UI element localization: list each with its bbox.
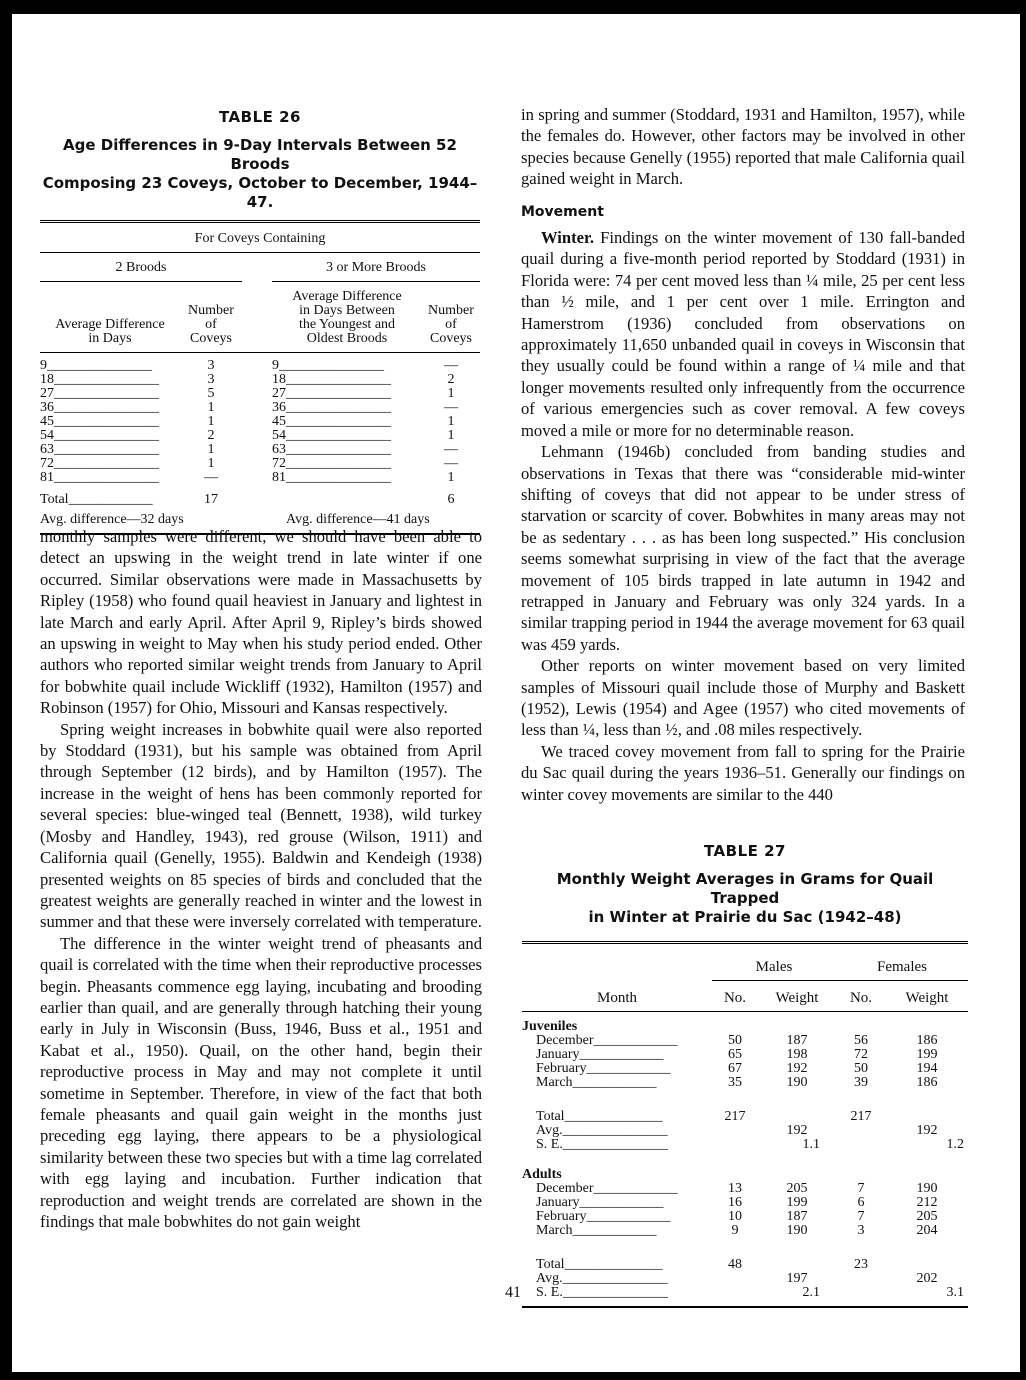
cell-value: February: [536, 1209, 587, 1224]
page-number: 41: [505, 1284, 521, 1301]
table-26-caption: [40, 136, 480, 212]
table-row: [40, 457, 480, 471]
table-26-total-left: 17: [204, 492, 218, 507]
col-header-text: of: [445, 317, 457, 332]
label-text: Avg.: [536, 1123, 563, 1138]
ad-se-females: 3.1: [886, 1286, 968, 1307]
male-weight-cell: 198: [786, 1047, 808, 1062]
label-text: Avg.: [536, 1271, 563, 1286]
ad-avg-females: 202: [916, 1271, 938, 1286]
table-cell: 1: [447, 386, 455, 401]
juv-total-females: 217: [850, 1109, 872, 1124]
female-no-cell: 6: [857, 1195, 865, 1210]
cell-value: 18: [272, 372, 286, 387]
juv-avg-males: 192: [786, 1123, 808, 1138]
month-cell: December____________: [536, 1033, 678, 1048]
table-cell: —: [444, 358, 458, 373]
juv-total-label: Total______________: [536, 1109, 663, 1124]
table-27-caption-line1: Monthly Weight Averages in Grams for Quail Trapped: [556, 870, 934, 907]
male-weight-cell: 190: [786, 1075, 808, 1090]
table-27-females-header: Females: [836, 950, 968, 981]
table-27-juveniles-label: Juveniles: [522, 1019, 578, 1034]
table-cell: 81_______________: [272, 470, 391, 485]
table-cell: 1: [447, 428, 455, 443]
table-cell: 1: [207, 414, 215, 429]
cell-value: 45: [272, 414, 286, 429]
label-text: Total: [536, 1257, 565, 1272]
table-27-male-weight-header: Weight: [758, 981, 836, 1012]
paragraph: The difference in the winter weight trend of pheasants and quail is correlated with the time when their reproductive processes begin. Pheasants commence egg laying, incubating and brooding earlier than quail, and are generally through hatching their young early in July in Wisconsin (Buss, 1946, Buss et al., 1951 and Kabat et al., 1950). Quail, on the other hand, begin their reproductive process in May and may not complete it until sometime in September. Therefore, in view of the fact that both female pheasants and quail gain weight in the months just preceding egg laying, there appears to be a physiological similarity between these two species but with a time lag correlated with egg laying and incubation. Further indication that reproduction and weight trends are correlated are shown in the findings that male bobwhites do not gain weight: [40, 933, 482, 1231]
table-row: [522, 1076, 968, 1098]
female-weight-cell: 186: [916, 1075, 938, 1090]
male-no-cell: 10: [728, 1209, 742, 1224]
table-cell: 1: [207, 400, 215, 415]
table-26-caption-line1: Age Differences in 9-Day Intervals Between 52 Broods: [63, 136, 457, 173]
juv-se-females: 1.2: [946, 1137, 964, 1152]
female-no-cell: 56: [854, 1033, 868, 1048]
table-26-avg-right: Avg. difference—41 days: [272, 507, 480, 534]
paragraph-text: Findings on the winter movement of 130 fall-banded quail during a five-month period reported by Stoddard (1931) in Florida were: 74 per cent moved less than ¼ mile, 25 per cent less than ½ mile, and 1 per cent over 1 mile. Errington and Hamerstrom (1936) concluded from observations on approximately 11,650 unbanded quail in coveys in Wisconsin that they usually could be found within a range of ¼ mile and that longer movements resulted only infrequently from the occurrence of various emergencies such as cover removal. A few coveys moved a mile or more for no determinable reason.: [521, 228, 965, 440]
male-weight-cell: 187: [786, 1033, 808, 1048]
table-27-month-header: Month: [522, 981, 712, 1012]
scan-border-top: [0, 0, 1026, 14]
table-cell: 45_______________: [272, 414, 391, 429]
table-27-top-rule: [522, 941, 968, 944]
table-27-adults-label: Adults: [522, 1167, 562, 1182]
female-no-cell: 50: [854, 1061, 868, 1076]
table-row: [40, 373, 480, 387]
female-no-cell: 7: [857, 1209, 865, 1224]
table-27-female-weight-header: Weight: [886, 981, 968, 1012]
total-label-text: Total: [40, 492, 69, 507]
table-26-total-label: Total____________: [40, 492, 153, 507]
table-row: [522, 1062, 968, 1076]
table-26-top-rule: [40, 220, 480, 223]
table-row: [522, 1182, 968, 1196]
table-cell: 3: [207, 372, 215, 387]
ad-se-label: S. E._______________: [522, 1286, 712, 1307]
label-text: S. E.: [536, 1285, 563, 1300]
table-cell: 36_______________: [272, 400, 391, 415]
table-27-males-header: Males: [712, 950, 836, 981]
juv-total-males: 217: [724, 1109, 746, 1124]
cell-value: December: [536, 1181, 594, 1196]
table-cell: 2: [207, 428, 215, 443]
table-cell: 36_______________: [40, 400, 159, 415]
col-header-text: Average Difference: [292, 289, 402, 304]
table-27-caption-line2: in Winter at Prairie du Sac (1942–48): [588, 908, 902, 926]
paragraph: Other reports on winter movement based on very limited samples of Missouri quail include those of Murphy and Baskett (1952), Lewis (1954) and Agee (1957) who cited movements of less than ¼, less than ½, and .08 miles respectively.: [521, 656, 965, 740]
table-26-caption-line2: Composing 23 Coveys, October to December, 1944–47.: [42, 174, 478, 211]
male-no-cell: 16: [728, 1195, 742, 1210]
table-row: [522, 1048, 968, 1062]
cell-value: 72: [272, 456, 286, 471]
male-weight-cell: 205: [786, 1181, 808, 1196]
cell-value: 81: [272, 470, 286, 485]
table-cell: 54_______________: [40, 428, 159, 443]
male-weight-cell: 187: [786, 1209, 808, 1224]
cell-value: 36: [272, 400, 286, 415]
table-cell: 5: [207, 386, 215, 401]
male-no-cell: 13: [728, 1181, 742, 1196]
right-column-text: [521, 104, 965, 805]
table-cell: 1: [447, 414, 455, 429]
month-cell: March____________: [536, 1223, 657, 1238]
table-cell: 2: [447, 372, 455, 387]
table-row: [40, 471, 480, 485]
female-no-cell: 72: [854, 1047, 868, 1062]
scan-border-left: [0, 0, 12, 1380]
juv-se-label: S. E._______________: [536, 1137, 668, 1152]
cell-value: February: [536, 1061, 587, 1076]
cell-value: 36: [40, 400, 54, 415]
cell-value: 63: [272, 442, 286, 457]
table-cell: —: [444, 456, 458, 471]
table-cell: 9_______________: [40, 358, 152, 373]
scan-border-right: [1020, 0, 1026, 1380]
cell-value: 18: [40, 372, 54, 387]
female-weight-cell: 186: [916, 1033, 938, 1048]
table-row: [522, 1034, 968, 1048]
table-row: [40, 401, 480, 415]
male-weight-cell: 192: [786, 1061, 808, 1076]
month-cell: January____________: [536, 1047, 664, 1062]
table-26: [40, 108, 480, 535]
male-no-cell: 50: [728, 1033, 742, 1048]
table-26-sub-right: 3 or More Broods: [272, 253, 480, 282]
cell-value: 54: [272, 428, 286, 443]
paragraph: [521, 227, 965, 441]
female-weight-cell: 205: [916, 1209, 938, 1224]
table-cell: 45_______________: [40, 414, 159, 429]
table-cell: 1: [207, 442, 215, 457]
scan-border-bottom: [0, 1372, 1026, 1380]
table-row: [40, 429, 480, 443]
cell-value: 27: [272, 386, 286, 401]
left-column-text: [40, 526, 482, 1232]
female-weight-cell: 199: [916, 1047, 938, 1062]
col-header-text: Coveys: [430, 331, 472, 346]
table-26-sub-left: 2 Broods: [40, 253, 242, 282]
table-row: [522, 1196, 968, 1210]
col-header-text: Average Difference: [55, 317, 165, 332]
table-27-male-no-header: No.: [712, 981, 758, 1012]
col-header-text: Number: [188, 303, 234, 318]
ad-total-males: 48: [728, 1257, 742, 1272]
table-cell: —: [444, 442, 458, 457]
table-row: [40, 415, 480, 429]
table-row: [522, 1224, 968, 1246]
table-cell: 27_______________: [272, 386, 391, 401]
male-weight-cell: 190: [786, 1223, 808, 1238]
male-weight-cell: 199: [786, 1195, 808, 1210]
ad-avg-males: 197: [786, 1271, 808, 1286]
subsection-lead: Winter.: [541, 228, 595, 248]
female-no-cell: 3: [857, 1223, 865, 1238]
table-cell: 63_______________: [40, 442, 159, 457]
table-cell: 27_______________: [40, 386, 159, 401]
table-27-female-no-header: No.: [836, 981, 886, 1012]
table-26-total-right: 6: [447, 492, 455, 507]
table-26-grid: [40, 229, 480, 535]
table-cell: 63_______________: [272, 442, 391, 457]
cell-value: 54: [40, 428, 54, 443]
table-26-group-header: For Coveys Containing: [40, 229, 480, 253]
female-weight-cell: 212: [916, 1195, 938, 1210]
section-heading: Movement: [521, 203, 604, 220]
table-cell: 9_______________: [272, 358, 384, 373]
ad-total-label: Total______________: [536, 1257, 663, 1272]
paragraph: in spring and summer (Stoddard, 1931 and Hamilton, 1957), while the females do. However, other factors may be involved in other species because Genelly (1955) reported that male California quail gained weight in March.: [521, 105, 965, 189]
col-header-text: Number: [428, 303, 474, 318]
table-cell: —: [204, 470, 218, 485]
male-no-cell: 35: [728, 1075, 742, 1090]
col-header-text: Coveys: [190, 331, 232, 346]
col-header-text: the Youngest and: [298, 317, 396, 332]
table-cell: 1: [207, 456, 215, 471]
cell-value: March: [536, 1223, 573, 1238]
female-weight-cell: 204: [916, 1223, 938, 1238]
month-cell: March____________: [536, 1075, 657, 1090]
cell-value: 27: [40, 386, 54, 401]
col-header-avg-diff-right: [272, 282, 422, 353]
col-header-number-left: [180, 282, 242, 353]
paragraph: We traced covey movement from fall to spring for the Prairie du Sac quail during the years 1936–51. Generally our findings on winter covey movements are similar to the 440: [521, 741, 965, 804]
cell-value: January: [536, 1047, 580, 1062]
table-27: [522, 842, 968, 1308]
cell-value: December: [536, 1033, 594, 1048]
table-27-grid: [522, 950, 968, 1308]
label-text: Total: [536, 1109, 565, 1124]
paragraph: Spring weight increases in bobwhite quail were also reported by Stoddard (1931), but his sample was obtained from April through September (12 birds), and by Hamilton (1957). The increase in the weight of hens has been commonly reported for several species: blue-winged teal (Bennett, 1938), wild turkey (Mosby and Handley, 1943), red grouse (Wilson, 1911) and California quail (Genelly, 1955). Baldwin and Kendeigh (1938) presented weights on 85 species of birds and concluded that the greatest weights are generally reached in winter and the lowest in summer and that these were inversely correlated with temperature.: [40, 719, 482, 932]
cell-value: 9: [272, 358, 279, 373]
male-no-cell: 67: [728, 1061, 742, 1076]
label-text: S. E.: [536, 1137, 563, 1152]
cell-value: 81: [40, 470, 54, 485]
ad-se-males: 2.1: [758, 1286, 836, 1307]
table-cell: 54_______________: [272, 428, 391, 443]
col-header-text: Oldest Broods: [306, 331, 388, 346]
table-cell: 72_______________: [272, 456, 391, 471]
month-cell: December____________: [536, 1181, 678, 1196]
cell-value: 9: [40, 358, 47, 373]
table-27-caption: [522, 870, 968, 927]
cell-value: 45: [40, 414, 54, 429]
table-cell: 18_______________: [40, 372, 159, 387]
male-no-cell: 65: [728, 1047, 742, 1062]
paragraph: monthly samples were different, we should have been able to detect an upswing in the weight trend in late winter if one occurred. Similar observations were made in Massachusetts by Ripley (1958) who found quail heaviest in January and lightest in late March and early April. After April 9, Ripley’s birds showed an upswing in weight to May when his study period ended. Other authors who reported similar weight trends from January to April for bobwhite quail include Wickliff (1932), Hamilton (1957) and Robinson (1957) for Ohio, Missouri and Kansas respectively.: [40, 527, 482, 718]
table-27-number: TABLE 27: [703, 842, 786, 860]
col-header-avg-diff-left: [40, 282, 180, 353]
male-no-cell: 9: [731, 1223, 739, 1238]
table-cell: 1: [447, 470, 455, 485]
table-row: [40, 387, 480, 401]
female-no-cell: 7: [857, 1181, 865, 1196]
table-row: [522, 1210, 968, 1224]
table-row: [40, 443, 480, 457]
table-cell: —: [444, 400, 458, 415]
table-cell: 81_______________: [40, 470, 159, 485]
female-weight-cell: 194: [916, 1061, 938, 1076]
table-cell: 72_______________: [40, 456, 159, 471]
juv-se-males: 1.1: [802, 1137, 820, 1152]
month-cell: February____________: [536, 1061, 671, 1076]
table-row: [40, 353, 480, 374]
table-cell: 3: [207, 358, 215, 373]
ad-total-females: 23: [854, 1257, 868, 1272]
cell-value: March: [536, 1075, 573, 1090]
cell-value: 72: [40, 456, 54, 471]
paragraph: Lehmann (1946b) concluded from banding studies and observations in Texas that there was “considerable mid-winter shifting of coveys that did not appear to be under stress of starvation or scarcity of cover. Bobwhites in many areas may not be as sedentary . . . as has been long suspected.” His conclusion seems somewhat surprising in view of the fact that the average movement of 105 birds trapped in late autumn in 1942 and retrapped in January and February was only 324 yards. In a similar trapping period in 1944 the average movement for 63 quail was 459 yards.: [521, 442, 965, 654]
table-cell: 18_______________: [272, 372, 391, 387]
ad-avg-label: Avg._______________: [536, 1271, 668, 1286]
col-header-text: of: [205, 317, 217, 332]
cell-value: 63: [40, 442, 54, 457]
table-26-avg-left: Avg. difference—32 days: [40, 507, 242, 534]
female-weight-cell: 190: [916, 1181, 938, 1196]
month-cell: January____________: [536, 1195, 664, 1210]
juv-avg-label: Avg._______________: [536, 1123, 668, 1138]
table-26-number: TABLE 26: [218, 108, 301, 126]
month-cell: February____________: [536, 1209, 671, 1224]
female-no-cell: 39: [854, 1075, 868, 1090]
col-header-number-right: [422, 282, 480, 353]
col-header-text: in Days Between: [299, 303, 395, 318]
col-header-text: in Days: [88, 331, 132, 346]
cell-value: January: [536, 1195, 580, 1210]
juv-avg-females: 192: [916, 1123, 938, 1138]
